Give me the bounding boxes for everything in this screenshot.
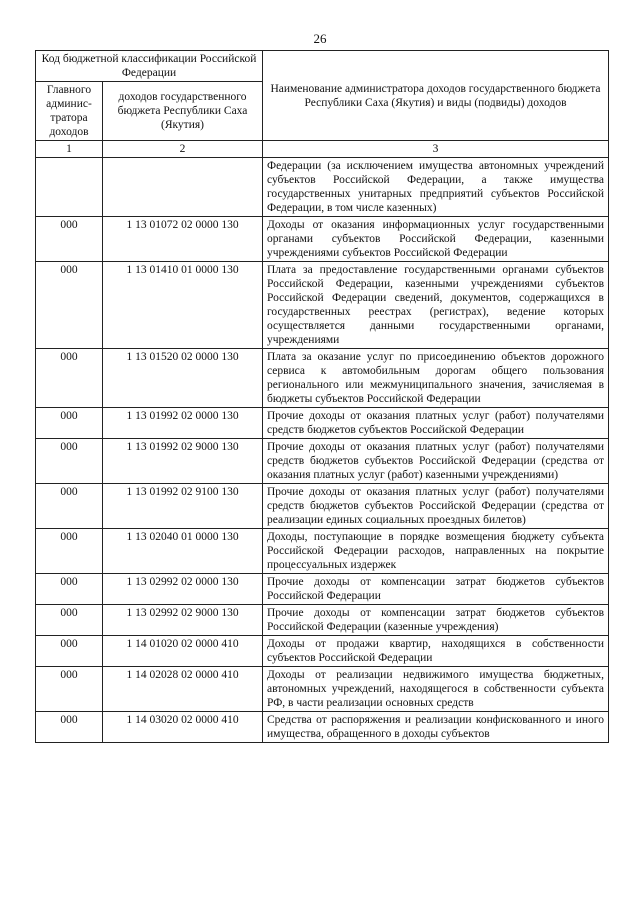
revenue-name-cell: Федерации (за исключением имущества автономных учреждений субъектов Российской Федерации, а также имущества государственных унитарных предприятий субъектов Российской Федерации, в том числе казенных) bbox=[263, 158, 609, 217]
table-row bbox=[36, 484, 609, 529]
budget-classification-table bbox=[35, 50, 609, 743]
table-row bbox=[36, 349, 609, 408]
header-revenue: доходов государственного бюджета Республики Саха (Якутия) bbox=[103, 82, 263, 141]
column-number-row bbox=[36, 141, 609, 158]
table-row bbox=[36, 605, 609, 636]
table-body bbox=[36, 158, 609, 743]
revenue-code-cell: 1 13 02040 01 0000 130 bbox=[103, 529, 263, 574]
page-number: 26 bbox=[313, 31, 327, 46]
revenue-code-cell: 1 13 02992 02 0000 130 bbox=[103, 574, 263, 605]
revenue-code-cell bbox=[103, 158, 263, 217]
table-row bbox=[36, 217, 609, 262]
admin-code-cell: 000 bbox=[36, 349, 103, 408]
admin-code-cell: 000 bbox=[36, 712, 103, 743]
revenue-name-cell: Доходы от реализации недвижимого имущества бюджетных, автономных учреждений, находящегося в собственности субъекта РФ, в части реализации основных средств bbox=[263, 667, 609, 712]
revenue-name-cell: Прочие доходы от компенсации затрат бюджетов субъектов Российской Федерации bbox=[263, 574, 609, 605]
revenue-name-cell: Доходы, поступающие в порядке возмещения бюджету субъекта Российской Федерации расходов, направленных на покрытие процессуальных издержек bbox=[263, 529, 609, 574]
revenue-code-cell: 1 14 02028 02 0000 410 bbox=[103, 667, 263, 712]
column-number: 1 bbox=[36, 141, 103, 158]
admin-code-cell: 000 bbox=[36, 408, 103, 439]
revenue-code-cell: 1 13 02992 02 9000 130 bbox=[103, 605, 263, 636]
revenue-name-cell: Плата за оказание услуг по присоединению объектов дорожного сервиса к автомобильным дорогам общего пользования регионального или межмуниципального значения, зачисляемая в бюджеты субъектов Российской Федерации bbox=[263, 349, 609, 408]
table-row bbox=[36, 439, 609, 484]
revenue-code-cell: 1 13 01992 02 0000 130 bbox=[103, 408, 263, 439]
table-row bbox=[36, 529, 609, 574]
table-row bbox=[36, 408, 609, 439]
revenue-code-cell: 1 13 01410 01 0000 130 bbox=[103, 262, 263, 349]
revenue-code-cell: 1 13 01072 02 0000 130 bbox=[103, 217, 263, 262]
table-row bbox=[36, 158, 609, 217]
revenue-name-cell: Прочие доходы от компенсации затрат бюджетов субъектов Российской Федерации (казенные учреждения) bbox=[263, 605, 609, 636]
admin-code-cell: 000 bbox=[36, 529, 103, 574]
admin-code-cell: 000 bbox=[36, 605, 103, 636]
revenue-name-cell: Прочие доходы от оказания платных услуг (работ) получателями средств бюджетов субъектов Российской Федерации (средства от реализации единых социальных проездных билетов) bbox=[263, 484, 609, 529]
revenue-code-cell: 1 13 01992 02 9100 130 bbox=[103, 484, 263, 529]
admin-code-cell: 000 bbox=[36, 262, 103, 349]
table-row bbox=[36, 667, 609, 712]
admin-code-cell: 000 bbox=[36, 667, 103, 712]
revenue-code-cell: 1 14 01020 02 0000 410 bbox=[103, 636, 263, 667]
admin-code-cell: 000 bbox=[36, 439, 103, 484]
table-row bbox=[36, 636, 609, 667]
admin-code-cell: 000 bbox=[36, 217, 103, 262]
admin-code-cell: 000 bbox=[36, 636, 103, 667]
header-admin: Главного админис-тратора доходов bbox=[36, 82, 103, 141]
revenue-name-cell: Доходы от продажи квартир, находящихся в собственности субъектов Российской Федерации bbox=[263, 636, 609, 667]
header-name: Наименование администратора доходов государственного бюджета Республики Саха (Якутия) и виды (подвиды) доходов bbox=[263, 51, 609, 141]
admin-code-cell: 000 bbox=[36, 484, 103, 529]
table-row bbox=[36, 262, 609, 349]
admin-code-cell bbox=[36, 158, 103, 217]
revenue-code-cell: 1 13 01520 02 0000 130 bbox=[103, 349, 263, 408]
column-number: 3 bbox=[263, 141, 609, 158]
revenue-code-cell: 1 14 03020 02 0000 410 bbox=[103, 712, 263, 743]
revenue-name-cell: Доходы от оказания информационных услуг государственными органами субъектов Российской Федерации, казенными учреждениями субъектов Российской Федерации bbox=[263, 217, 609, 262]
admin-code-cell: 000 bbox=[36, 574, 103, 605]
header-row-1 bbox=[36, 51, 609, 82]
header-code-group: Код бюджетной классификации Российской Федерации bbox=[36, 51, 263, 82]
column-number: 2 bbox=[103, 141, 263, 158]
revenue-name-cell: Прочие доходы от оказания платных услуг (работ) получателями средств бюджетов субъектов Российской Федерации (средства от оказания платных услуг (работ) казенными учреждениями) bbox=[263, 439, 609, 484]
revenue-name-cell: Плата за предоставление государственными органами субъектов Российской Федерации, казенными учреждениями субъектов Российской Федерации сведений, документов, содержащихся в государственных реестрах (регистрах), ведение которых осуществляется данными государственными органами, учреждениями bbox=[263, 262, 609, 349]
revenue-name-cell: Прочие доходы от оказания платных услуг (работ) получателями средств бюджетов субъектов Российской Федерации bbox=[263, 408, 609, 439]
revenue-name-cell: Средства от распоряжения и реализации конфискованного и иного имущества, обращенного в доходы субъектов bbox=[263, 712, 609, 743]
table-row bbox=[36, 574, 609, 605]
revenue-code-cell: 1 13 01992 02 9000 130 bbox=[103, 439, 263, 484]
table-row bbox=[36, 712, 609, 743]
